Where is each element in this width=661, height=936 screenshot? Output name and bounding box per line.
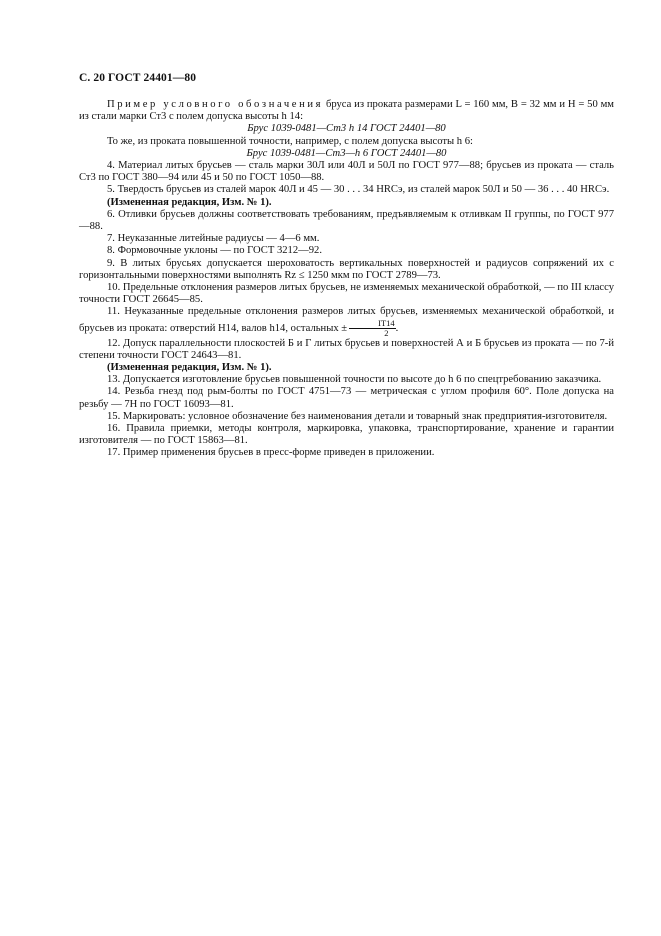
revision-note-1: (Измененная редакция, Изм. № 1). [107,196,272,208]
item-16: 16. Правила приемки, методы контроля, маркировка, упаковка, транспортирование, хранение и гарантии изготовителя — по ГОСТ 15863—81. [79,423,614,447]
fraction-numerator: IT14 [349,319,396,329]
item-8: 8. Формовочные уклоны — по ГОСТ 3212—92. [107,245,322,257]
it14-fraction [349,319,396,338]
item-11-text: 11. Неуказанные предельные отклонения размеров литых брусьев, изменяемых механической обработкой, и брусьев из проката: отверстий H14, валов h14, остальных ± [79,306,614,334]
page-header: С. 20 ГОСТ 24401—80 [79,72,197,84]
designation-example-paragraph [79,99,614,123]
example-text: бруса из проката размерами L = 160 мм, B = 32 мм и H = 50 мм из стали марки Ст3 с полем допуска высоты h 14: [79,99,615,123]
fraction-denominator: 2 [384,327,389,338]
revision-note-2: (Измененная редакция, Изм. № 1). [107,362,272,374]
document-body [79,99,614,460]
item-13: 13. Допускается изготовление брусьев повышенной точности по высоте до h 6 по спецтребованию заказчика. [107,374,602,386]
item-5: 5. Твердость брусьев из сталей марок 40Л и 45 — 30 . . . 34 HRCэ, из сталей марок 50Л и 50 — 36 . . . 40 HRCэ. [107,184,610,196]
item-7: 7. Неуказанные литейные радиусы — 4—6 мм. [107,233,320,245]
item-14: 14. Резьба гнезд под рым-болты по ГОСТ 4751—73 — метрическая с углом профиля 60°. Поле допуска на резьбу — 7H по ГОСТ 16093—81. [79,386,614,410]
designation-formula-1: Брус 1039-0481—Ст3 h 14 ГОСТ 24401—80 [247,123,446,135]
item-4: 4. Материал литых брусьев — сталь марки 30Л или 40Л и 50Л по ГОСТ 977—88; брусьев из проката — сталь Ст3 по ГОСТ 380—94 или 45 и 50 по ГОСТ 1050—88. [79,160,614,184]
item-12: 12. Допуск параллельности плоскостей Б и Г литых брусьев и поверхностей А и Б брусьев из проката — по 7-й степени точности ГОСТ 24643—81. [79,337,614,361]
item-17: 17. Пример применения брусьев в пресс-форме приведен в приложении. [107,447,435,459]
designation-formula-2: Брус 1039-0481—Ст3—h 6 ГОСТ 24401—80 [246,147,447,159]
item-9: 9. В литых брусьях допускается шероховатость вертикальных поверхностей и радиусов сопряжений их с горизонтальными поверхностями выполнять Rz ≤ 1250 мкм по ГОСТ 2789—73. [79,257,614,281]
item-6: 6. Отливки брусьев должны соответствовать требованиям, предъявляемым к отливкам II группы, по ГОСТ 977—88. [79,208,614,233]
item-11-end: . [395,322,399,334]
item-15: 15. Маркировать: условное обозначение без наименования детали и товарный знак предприятия-изготовителя. [107,410,608,422]
example-heading: Пример условного обозначения [107,99,324,110]
item-10: 10. Предельные отклонения размеров литых брусьев, не изменяемых механической обработкой, — по III классу точности ГОСТ 26645—85. [79,282,614,306]
item-11 [79,306,614,337]
same-precision-paragraph: То же, из проката повышенной точности, например, с полем допуска высоты h 6: [107,135,473,147]
